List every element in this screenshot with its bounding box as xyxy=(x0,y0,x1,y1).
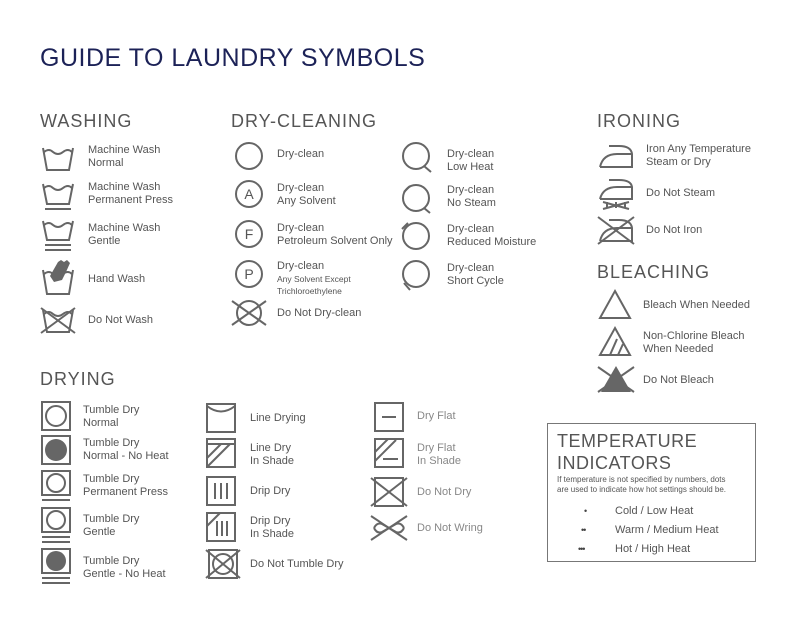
line-drying-item xyxy=(205,403,355,435)
dc-low-line2: Low Heat xyxy=(447,160,494,173)
dc-short-line1: Dry-clean xyxy=(447,262,495,274)
dryclean-item xyxy=(231,140,396,172)
do-not-iron-item xyxy=(597,214,767,246)
do-not-tumble-dry-item xyxy=(205,548,365,580)
bleaching-heading: BLEACHING xyxy=(597,262,711,282)
do-not-wring-item xyxy=(370,514,520,544)
do-not-wring-label: Do Not Wring xyxy=(417,522,483,534)
drip-dry-item xyxy=(205,476,355,508)
do-not-dry-label: Do Not Dry xyxy=(417,486,472,498)
dc-pet-line2: Petroleum Solvent Only xyxy=(277,234,393,247)
dryclean-no-steam-item xyxy=(400,178,550,214)
drip-dry-shade-icon xyxy=(206,512,238,542)
dc-p-line3: Trichloroethylene xyxy=(277,286,342,296)
tumble-dry-no-heat-icon xyxy=(41,435,71,465)
wash-gentle-item xyxy=(40,214,190,256)
wring-crossed-icon xyxy=(370,514,408,542)
line-dry-label: Line Drying xyxy=(250,412,306,424)
triangle-crossed-icon xyxy=(597,362,635,394)
tumble-dry-normal-item xyxy=(40,401,200,433)
dryclean-short-cycle-item xyxy=(400,256,550,292)
do-not-dryclean-label: Do Not Dry-clean xyxy=(277,307,362,319)
dry-flat-shade-icon xyxy=(374,438,406,468)
tub-two-lines-icon xyxy=(40,215,76,253)
dc-short-line2: Short Cycle xyxy=(447,274,504,287)
wash-normal-line2: Normal xyxy=(88,156,124,169)
iron-any-line2: Steam or Dry xyxy=(646,155,711,168)
drip-dry-shade-item xyxy=(205,512,355,544)
circle-low-heat-icon xyxy=(400,140,434,174)
temp-label-hot: Hot / High Heat xyxy=(615,543,691,555)
ironing-heading: IRONING xyxy=(597,111,682,131)
page-title: GUIDE TO LAUNDRY SYMBOLS xyxy=(40,44,426,72)
dryclean-petroleum-item xyxy=(231,218,406,250)
tumble-dry-no-heat-item xyxy=(40,435,200,467)
wash-gentle-line1: Machine Wash xyxy=(88,222,161,234)
circle-f-icon xyxy=(233,218,265,250)
wash-permanent-press-item xyxy=(40,176,190,212)
circle-p-letter: P xyxy=(244,266,254,282)
td-normal-line2: Normal xyxy=(83,416,119,429)
wash-pp-line2: Permanent Press xyxy=(88,193,173,206)
line-dry-shade-icon xyxy=(206,438,238,468)
tumble-dry-permanent-press-icon xyxy=(41,470,71,502)
wash-gentle-line2: Gentle xyxy=(88,234,121,247)
circle-reduced-moisture-icon xyxy=(400,219,434,253)
bleach-item xyxy=(597,288,767,322)
iron-no-steam-icon xyxy=(597,178,635,210)
td-pp-line1: Tumble Dry xyxy=(83,473,140,485)
dc-nosteam-line2: No Steam xyxy=(447,196,496,209)
td-gnh-line2: Gentle - No Heat xyxy=(83,567,166,580)
tumble-dry-gentle-no-heat-icon xyxy=(41,548,71,586)
do-not-bleach-item xyxy=(597,362,767,396)
dryclean-reduced-moisture-item xyxy=(400,218,560,254)
circle-f-letter: F xyxy=(244,226,254,242)
do-not-steam-label: Do Not Steam xyxy=(646,187,716,199)
temp-dots-cold: • xyxy=(584,506,587,516)
do-not-bleach-label: Do Not Bleach xyxy=(643,374,714,386)
dry-flat-item xyxy=(373,402,523,434)
td-normal-line1: Tumble Dry xyxy=(83,404,140,416)
td-gentle-line2: Gentle xyxy=(83,525,116,538)
hand-wash-label: Hand Wash xyxy=(88,273,146,285)
drying-heading: DRYING xyxy=(40,369,116,389)
dry-flat-icon xyxy=(374,402,406,432)
dc-any-line2: Any Solvent xyxy=(277,194,336,207)
dryclean-except-trichloro-item xyxy=(231,258,396,296)
tub-crossed-icon xyxy=(40,306,76,334)
df-shade-line1: Dry Flat xyxy=(417,442,456,454)
temp-label-warm: Warm / Medium Heat xyxy=(615,524,719,536)
circle-p-icon xyxy=(233,258,265,290)
line-dry-shade-item xyxy=(205,438,355,470)
temperature-heading-line2: INDICATORS xyxy=(557,453,672,473)
wash-pp-line1: Machine Wash xyxy=(88,181,161,193)
tumble-dry-icon xyxy=(41,401,71,431)
circle-a-letter: A xyxy=(244,186,254,202)
tub-hand-icon xyxy=(40,258,76,298)
wash-normal-item xyxy=(40,140,190,176)
dryclean-any-solvent-item xyxy=(231,178,396,210)
circle-crossed-icon xyxy=(231,298,267,328)
dc-low-line1: Dry-clean xyxy=(447,148,495,160)
tumble-dry-gentle-icon xyxy=(41,507,71,545)
hand-wash-item xyxy=(40,258,190,300)
dc-p-line1: Dry-clean xyxy=(277,260,325,272)
drip-dry-icon xyxy=(206,476,238,506)
iron-any-line1: Iron Any Temperature xyxy=(646,143,751,155)
ld-shade-line1: Line Dry xyxy=(250,442,291,454)
dry-flat-shade-item xyxy=(373,438,523,470)
do-not-iron-label: Do Not Iron xyxy=(646,224,703,236)
do-not-dry-item xyxy=(370,476,520,508)
tumble-dry-gentle-item xyxy=(40,507,200,545)
dc-pet-line1: Dry-clean xyxy=(277,222,325,234)
triangle-icon xyxy=(597,288,633,320)
dryclean-low-heat-item xyxy=(400,140,550,174)
temperature-heading-line1: TEMPERATURE xyxy=(557,431,698,451)
dd-shade-line1: Drip Dry xyxy=(250,515,291,527)
tumble-dry-gentle-no-heat-item xyxy=(40,548,200,586)
td-noheat-line2: Normal - No Heat xyxy=(83,449,169,462)
do-not-wash-label: Do Not Wash xyxy=(88,314,154,326)
wash-normal-line1: Machine Wash xyxy=(88,144,161,156)
temperature-heading xyxy=(557,430,697,474)
do-not-steam-item xyxy=(597,178,767,210)
temp-dots-warm: •• xyxy=(581,525,586,535)
td-noheat-line1: Tumble Dry xyxy=(83,437,140,449)
td-pp-line2: Permanent Press xyxy=(83,485,168,498)
circle-a-icon xyxy=(233,178,265,210)
ncb-line2: When Needed xyxy=(643,342,714,355)
iron-icon xyxy=(597,140,635,170)
ncb-line1: Non-Chlorine Bleach xyxy=(643,330,745,342)
dc-moist-line2: Reduced Moisture xyxy=(447,235,537,248)
line-dry-icon xyxy=(206,403,238,433)
circle-no-steam-icon xyxy=(400,180,434,214)
ld-shade-line2: In Shade xyxy=(250,454,295,467)
dc-any-line1: Dry-clean xyxy=(277,182,325,194)
iron-crossed-icon xyxy=(597,214,635,246)
bleach-label: Bleach When Needed xyxy=(643,299,751,311)
tumble-dry-permanent-press-item xyxy=(40,470,200,504)
circle-icon xyxy=(233,140,265,172)
do-not-tumble-label: Do Not Tumble Dry xyxy=(250,558,344,570)
dryclean-label: Dry-clean xyxy=(277,148,325,160)
dc-p-line2: Any Solvent Except xyxy=(277,273,351,284)
temperature-note-line1: If temperature is not specified by numbers, dots xyxy=(557,475,726,484)
triangle-lines-icon xyxy=(597,325,633,357)
drip-dry-label: Drip Dry xyxy=(250,485,291,497)
washing-heading: WASHING xyxy=(40,111,133,131)
tub-icon xyxy=(40,142,76,174)
temperature-note-line2: are used to indicate how hot settings should be. xyxy=(557,485,726,494)
do-not-dryclean-item xyxy=(231,298,396,328)
iron-any-item xyxy=(597,140,767,172)
dd-shade-line2: In Shade xyxy=(250,527,295,540)
tub-one-line-icon xyxy=(40,178,76,212)
dc-moist-line1: Dry-clean xyxy=(447,223,495,235)
dry-flat-label: Dry Flat xyxy=(417,410,456,422)
do-not-wash-item xyxy=(40,306,190,336)
temperature-note xyxy=(557,475,726,495)
circle-short-cycle-icon xyxy=(400,257,434,291)
square-crossed-icon xyxy=(370,476,408,508)
tumble-dry-crossed-icon xyxy=(205,548,241,580)
temp-label-cold: Cold / Low Heat xyxy=(615,505,694,517)
drycleaning-heading: DRY-CLEANING xyxy=(231,111,378,131)
temp-dots-hot: ••• xyxy=(578,544,585,554)
df-shade-line2: In Shade xyxy=(417,454,462,467)
td-gnh-line1: Tumble Dry xyxy=(83,555,140,567)
non-chlorine-bleach-item xyxy=(597,325,767,359)
dc-nosteam-line1: Dry-clean xyxy=(447,184,495,196)
td-gentle-line1: Tumble Dry xyxy=(83,513,140,525)
